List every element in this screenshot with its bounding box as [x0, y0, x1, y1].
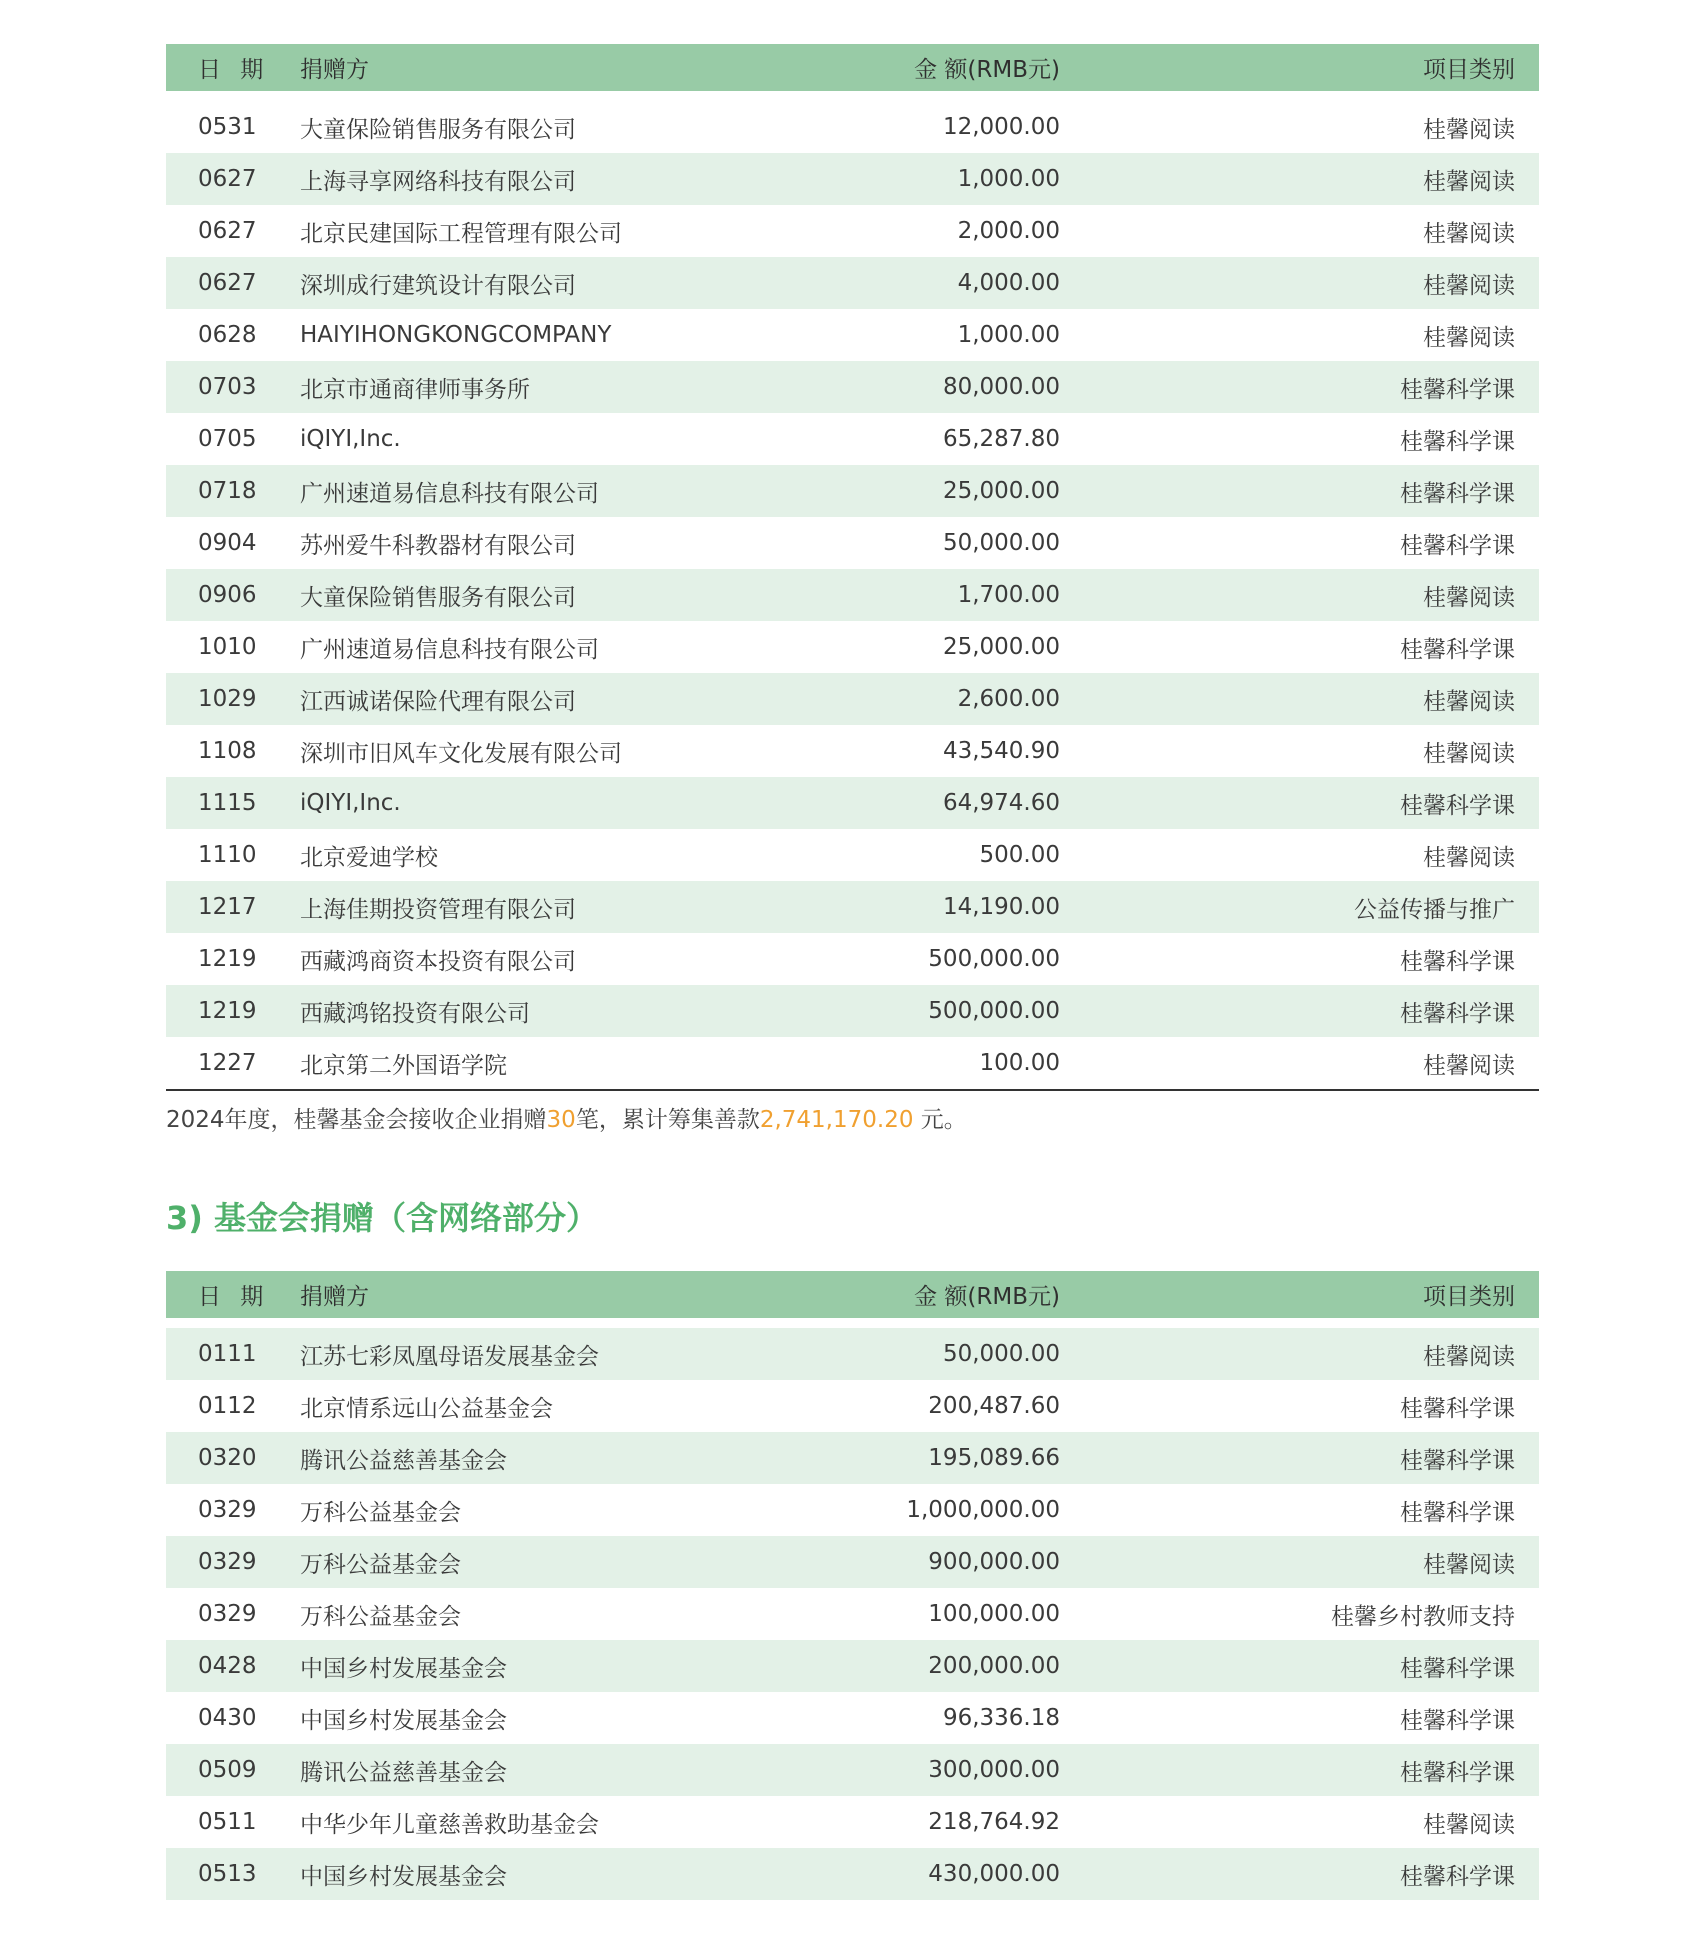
cell-amount: 1,000.00 — [957, 166, 1060, 192]
cell-date: 1115 — [198, 790, 257, 816]
cell-donor: 中华少年儿童慈善救助基金会 — [300, 1811, 599, 1838]
cell-category: 桂馨科学课 — [1400, 1395, 1515, 1422]
cell-amount: 80,000.00 — [942, 374, 1060, 400]
cell-date: 1110 — [198, 842, 257, 868]
table-row — [166, 1037, 1539, 1089]
cell-date: 0628 — [198, 322, 257, 348]
cell-amount: 500.00 — [979, 842, 1060, 868]
summary-prefix: 2024年度，桂馨基金会接收企业捐赠 — [166, 1107, 547, 1133]
header-date: 日 期 — [198, 57, 270, 83]
cell-donor: 大童保险销售服务有限公司 — [300, 116, 576, 143]
cell-amount: 1,000,000.00 — [906, 1497, 1060, 1523]
cell-category: 桂馨科学课 — [1400, 1707, 1515, 1734]
cell-category: 桂馨科学课 — [1400, 376, 1515, 403]
cell-amount: 1,700.00 — [957, 582, 1060, 608]
cell-amount: 25,000.00 — [942, 634, 1060, 660]
table-row — [166, 985, 1539, 1037]
summary-middle: 笔，累计筹集善款 — [575, 1107, 760, 1133]
table-header — [166, 44, 1539, 91]
table-row — [166, 881, 1539, 933]
cell-donor: 大童保险销售服务有限公司 — [300, 584, 576, 611]
header-donor: 捐赠方 — [300, 1284, 369, 1310]
table-row — [166, 1744, 1539, 1796]
cell-category: 桂馨科学课 — [1400, 792, 1515, 819]
cell-date: 0511 — [198, 1809, 257, 1835]
cell-date: 0906 — [198, 582, 257, 608]
cell-category: 桂馨科学课 — [1400, 532, 1515, 559]
table-row — [166, 517, 1539, 569]
cell-donor: 上海寻享网络科技有限公司 — [300, 168, 576, 195]
cell-category: 桂馨科学课 — [1400, 1863, 1515, 1890]
cell-donor: 江苏七彩凤凰母语发展基金会 — [300, 1343, 599, 1370]
cell-date: 1010 — [198, 634, 257, 660]
foundation-donations-table — [166, 1271, 1539, 1900]
cell-date: 0513 — [198, 1861, 257, 1887]
cell-category: 公益传播与推广 — [1354, 896, 1515, 923]
table-row — [166, 621, 1539, 673]
cell-amount: 4,000.00 — [957, 270, 1060, 296]
table-row — [166, 1380, 1539, 1432]
cell-category: 桂馨科学课 — [1400, 636, 1515, 663]
cell-amount: 500,000.00 — [928, 998, 1060, 1024]
cell-date: 0703 — [198, 374, 257, 400]
table-row — [166, 1484, 1539, 1536]
cell-category: 桂馨阅读 — [1423, 1343, 1515, 1370]
cell-category: 桂馨阅读 — [1423, 1052, 1515, 1079]
cell-amount: 200,487.60 — [928, 1393, 1060, 1419]
table-body — [166, 1328, 1539, 1900]
header-amount: 金 额(RMB元) — [914, 1284, 1060, 1310]
cell-date: 0718 — [198, 478, 257, 504]
cell-amount: 14,190.00 — [942, 894, 1060, 920]
cell-donor: 腾讯公益慈善基金会 — [300, 1759, 507, 1786]
cell-date: 1219 — [198, 946, 257, 972]
table-row — [166, 569, 1539, 621]
table-row — [166, 1588, 1539, 1640]
table-row — [166, 725, 1539, 777]
table-row — [166, 257, 1539, 309]
cell-date: 0705 — [198, 426, 257, 452]
header-amount: 金 额(RMB元) — [914, 57, 1060, 83]
cell-donor: 西藏鸿铭投资有限公司 — [300, 1000, 530, 1027]
cell-date: 1029 — [198, 686, 257, 712]
cell-amount: 200,000.00 — [928, 1653, 1060, 1679]
cell-date: 0428 — [198, 1653, 257, 1679]
cell-amount: 25,000.00 — [942, 478, 1060, 504]
table-row — [166, 361, 1539, 413]
cell-donor: 万科公益基金会 — [300, 1603, 461, 1630]
cell-donor: iQIYI,Inc. — [300, 790, 401, 816]
cell-donor: 中国乡村发展基金会 — [300, 1655, 507, 1682]
cell-date: 0329 — [198, 1497, 257, 1523]
cell-amount: 100.00 — [979, 1050, 1060, 1076]
cell-amount: 195,089.66 — [928, 1445, 1060, 1471]
cell-category: 桂馨科学课 — [1400, 1447, 1515, 1474]
cell-donor: 苏州爱牛科教器材有限公司 — [300, 532, 576, 559]
header-donor: 捐赠方 — [300, 57, 369, 83]
cell-category: 桂馨阅读 — [1423, 272, 1515, 299]
cell-amount: 50,000.00 — [942, 530, 1060, 556]
header-date: 日 期 — [198, 1284, 270, 1310]
cell-category: 桂馨阅读 — [1423, 116, 1515, 143]
cell-date: 0430 — [198, 1705, 257, 1731]
cell-amount: 2,600.00 — [957, 686, 1060, 712]
cell-donor: 西藏鸿商资本投资有限公司 — [300, 948, 576, 975]
table-row — [166, 465, 1539, 517]
table-header — [166, 1271, 1539, 1318]
cell-date: 0509 — [198, 1757, 257, 1783]
section-title: 3) 基金会捐赠（含网络部分） — [166, 1199, 599, 1237]
table-body — [166, 101, 1539, 1091]
table-row — [166, 153, 1539, 205]
cell-amount: 430,000.00 — [928, 1861, 1060, 1887]
cell-amount: 2,000.00 — [957, 218, 1060, 244]
cell-donor: 上海佳期投资管理有限公司 — [300, 896, 576, 923]
table-row — [166, 205, 1539, 257]
cell-donor: 广州速道易信息科技有限公司 — [300, 480, 599, 507]
cell-category: 桂馨科学课 — [1400, 1499, 1515, 1526]
cell-category: 桂馨阅读 — [1423, 220, 1515, 247]
summary-count: 30 — [546, 1107, 576, 1133]
corporate-donations-table — [166, 44, 1539, 1091]
table-row — [166, 101, 1539, 153]
cell-donor: 北京情系远山公益基金会 — [300, 1395, 553, 1422]
cell-amount: 500,000.00 — [928, 946, 1060, 972]
cell-date: 0111 — [198, 1341, 257, 1367]
cell-date: 1219 — [198, 998, 257, 1024]
cell-date: 0112 — [198, 1393, 257, 1419]
cell-amount: 64,974.60 — [942, 790, 1060, 816]
summary-text — [166, 1101, 967, 1134]
cell-category: 桂馨阅读 — [1423, 1811, 1515, 1838]
cell-donor: iQIYI,Inc. — [300, 426, 401, 452]
cell-donor: 腾讯公益慈善基金会 — [300, 1447, 507, 1474]
cell-category: 桂馨阅读 — [1423, 168, 1515, 195]
cell-category: 桂馨阅读 — [1423, 1551, 1515, 1578]
cell-date: 1227 — [198, 1050, 257, 1076]
table-row — [166, 829, 1539, 881]
cell-amount: 218,764.92 — [928, 1809, 1060, 1835]
cell-amount: 50,000.00 — [942, 1341, 1060, 1367]
cell-donor: 北京民建国际工程管理有限公司 — [300, 220, 622, 247]
summary-suffix: 元。 — [913, 1107, 967, 1133]
cell-date: 0320 — [198, 1445, 257, 1471]
cell-donor: 北京爱迪学校 — [300, 844, 438, 871]
cell-amount: 43,540.90 — [942, 738, 1060, 764]
cell-donor: 万科公益基金会 — [300, 1499, 461, 1526]
cell-amount: 12,000.00 — [942, 114, 1060, 140]
cell-date: 0627 — [198, 218, 257, 244]
cell-category: 桂馨科学课 — [1400, 1759, 1515, 1786]
table-row — [166, 777, 1539, 829]
cell-category: 桂馨阅读 — [1423, 584, 1515, 611]
cell-donor: 北京第二外国语学院 — [300, 1052, 507, 1079]
table-row — [166, 1536, 1539, 1588]
cell-category: 桂馨科学课 — [1400, 1655, 1515, 1682]
cell-donor: 中国乡村发展基金会 — [300, 1863, 507, 1890]
table-row — [166, 1848, 1539, 1900]
table-row — [166, 413, 1539, 465]
header-category: 项目类别 — [1423, 1284, 1515, 1310]
cell-amount: 100,000.00 — [928, 1601, 1060, 1627]
table-row — [166, 933, 1539, 985]
cell-amount: 1,000.00 — [957, 322, 1060, 348]
cell-donor: 广州速道易信息科技有限公司 — [300, 636, 599, 663]
table-row — [166, 1328, 1539, 1380]
cell-amount: 65,287.80 — [942, 426, 1060, 452]
cell-date: 0329 — [198, 1601, 257, 1627]
table-row — [166, 1640, 1539, 1692]
cell-donor: 深圳成行建筑设计有限公司 — [300, 272, 576, 299]
header-category: 项目类别 — [1423, 57, 1515, 83]
cell-date: 1108 — [198, 738, 257, 764]
table-row — [166, 309, 1539, 361]
cell-category: 桂馨科学课 — [1400, 948, 1515, 975]
cell-date: 0904 — [198, 530, 257, 556]
cell-donor: 中国乡村发展基金会 — [300, 1707, 507, 1734]
cell-category: 桂馨科学课 — [1400, 480, 1515, 507]
cell-category: 桂馨阅读 — [1423, 324, 1515, 351]
cell-category: 桂馨乡村教师支持 — [1331, 1603, 1515, 1630]
cell-category: 桂馨阅读 — [1423, 844, 1515, 871]
cell-category: 桂馨阅读 — [1423, 688, 1515, 715]
cell-date: 0329 — [198, 1549, 257, 1575]
table-row — [166, 1692, 1539, 1744]
table-row — [166, 1796, 1539, 1848]
table-row — [166, 1432, 1539, 1484]
cell-category: 桂馨科学课 — [1400, 1000, 1515, 1027]
cell-date: 1217 — [198, 894, 257, 920]
cell-date: 0627 — [198, 270, 257, 296]
cell-category: 桂馨科学课 — [1400, 428, 1515, 455]
table-row — [166, 673, 1539, 725]
cell-amount: 96,336.18 — [942, 1705, 1060, 1731]
cell-donor: 北京市通商律师事务所 — [300, 376, 530, 403]
cell-donor: HAIYIHONGKONGCOMPANY — [300, 322, 612, 348]
cell-amount: 300,000.00 — [928, 1757, 1060, 1783]
cell-date: 0531 — [198, 114, 257, 140]
cell-donor: 万科公益基金会 — [300, 1551, 461, 1578]
cell-donor: 深圳市旧风车文化发展有限公司 — [300, 740, 622, 767]
cell-amount: 900,000.00 — [928, 1549, 1060, 1575]
cell-date: 0627 — [198, 166, 257, 192]
cell-donor: 江西诚诺保险代理有限公司 — [300, 688, 576, 715]
cell-category: 桂馨阅读 — [1423, 740, 1515, 767]
summary-total: 2,741,170.20 — [759, 1107, 914, 1133]
